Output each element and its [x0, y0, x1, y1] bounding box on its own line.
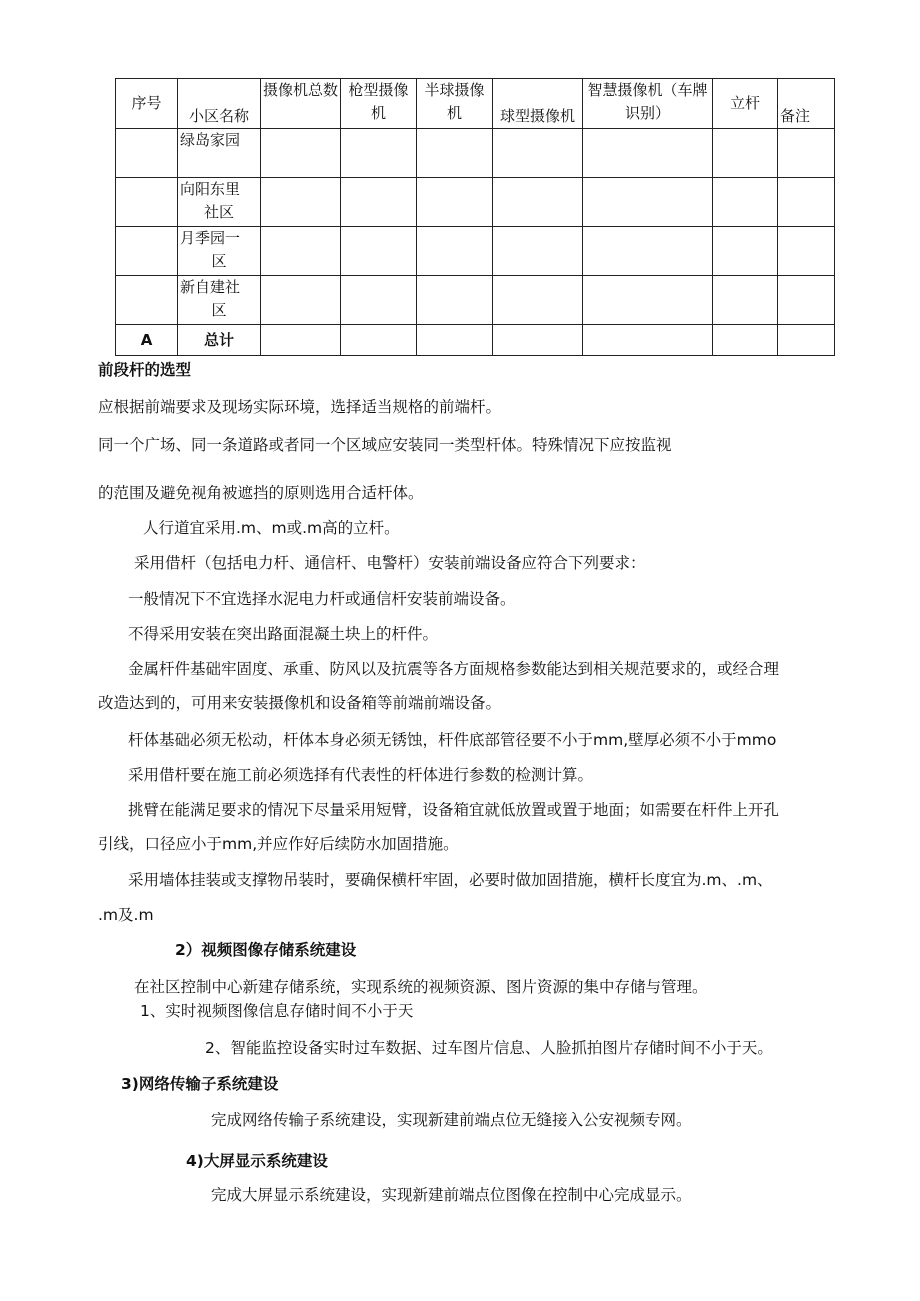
table-row [116, 178, 835, 227]
header-cell: 小区名称 [178, 79, 261, 129]
header-cell: 摄像机总数 [261, 79, 341, 129]
total-index-cell: A [116, 325, 178, 356]
paragraph: 改造达到的，可用来安装摄像机和设备箱等前端前端设备。 [98, 694, 502, 712]
header-cell: 备注 [778, 79, 835, 129]
header-cell: 立杆 [713, 79, 778, 129]
total-label-cell: 总计 [178, 325, 261, 356]
table-total-row [116, 325, 835, 356]
paragraph: .m及.m [98, 906, 154, 924]
paragraph: 挑臂在能满足要求的情况下尽量采用短臂，设备箱宜就低放置或置于地面；如需要在杆件上开孔 [128, 801, 780, 819]
paragraph: 引线，口径应小于mm,并应作好后续防水加固措施。 [98, 835, 459, 853]
paragraph: 2、智能监控设备实时过车数据、过车图片信息、人脸抓拍图片存储时间不小于天。 [205, 1039, 773, 1057]
header-cell: 智慧摄像机（车牌识别） [583, 79, 713, 129]
table-row [116, 129, 835, 178]
section-heading-display: 4)大屏显示系统建设 [186, 1152, 328, 1170]
paragraph: 金属杆件基础牢固度、承重、防风以及抗震等各方面规格参数能达到相关规范要求的，或经合理 [128, 660, 780, 678]
paragraph: 人行道宜采用.m、m或.m高的立杆。 [143, 519, 400, 537]
paragraph: 的范围及避免视角被遮挡的原则选用合适杆体。 [98, 484, 424, 502]
camera-equipment-table [115, 78, 835, 356]
paragraph: 同一个广场、同一条道路或者同一个区域应安装同一类型杆体。特殊情况下应按监视 [98, 436, 672, 454]
paragraph: 应根据前端要求及现场实际环境，选择适当规格的前端杆。 [98, 398, 502, 416]
community-name-cell: 向阳东里 社区 [178, 178, 261, 227]
paragraph: 1、实时视频图像信息存储时间不小于天 [140, 1002, 414, 1020]
paragraph: 完成大屏显示系统建设，实现新建前端点位图像在控制中心完成显示。 [211, 1186, 692, 1204]
table-row [116, 227, 835, 276]
section-heading-storage: 2）视频图像存储系统建设 [175, 941, 357, 959]
paragraph: 采用借杆要在施工前必须选择有代表性的杆体进行参数的检测计算。 [128, 766, 594, 784]
community-name-cell: 月季园一 区 [178, 227, 261, 276]
paragraph: 完成网络传输子系统建设，实现新建前端点位无缝接入公安视频专网。 [211, 1111, 692, 1129]
header-cell: 序号 [116, 79, 178, 129]
paragraph: 杆体基础必须无松动，杆体本身必须无锈蚀，杆件底部管径要不小于mm,壁厚必须不小于mmo [128, 731, 777, 749]
section-heading-network: 3)网络传输子系统建设 [121, 1075, 279, 1093]
paragraph: 采用借杆（包括电力杆、通信杆、电警杆）安装前端设备应符合下列要求： [134, 554, 646, 572]
table-row [116, 276, 835, 325]
paragraph: 采用墙体挂装或支撑物吊装时，要确保横杆牢固，必要时做加固措施，横杆长度宜为.m、.m、 [128, 871, 773, 889]
header-cell: 半球摄像机 [417, 79, 493, 129]
header-cell: 枪型摄像机 [341, 79, 417, 129]
community-name-cell: 新自建社 区 [178, 276, 261, 325]
table-header-row [116, 79, 835, 129]
community-name-cell: 绿岛家园 [178, 129, 261, 178]
header-cell: 球型摄像机 [493, 79, 583, 129]
section-heading-front-pole: 前段杆的选型 [98, 361, 192, 379]
paragraph: 在社区控制中心新建存储系统，实现系统的视频资源、图片资源的集中存储与管理。 [134, 978, 708, 996]
paragraph: 一般情况下不宜选择水泥电力杆或通信杆安装前端设备。 [128, 590, 516, 608]
paragraph: 不得采用安装在突出路面混凝土块上的杆件。 [128, 625, 439, 643]
